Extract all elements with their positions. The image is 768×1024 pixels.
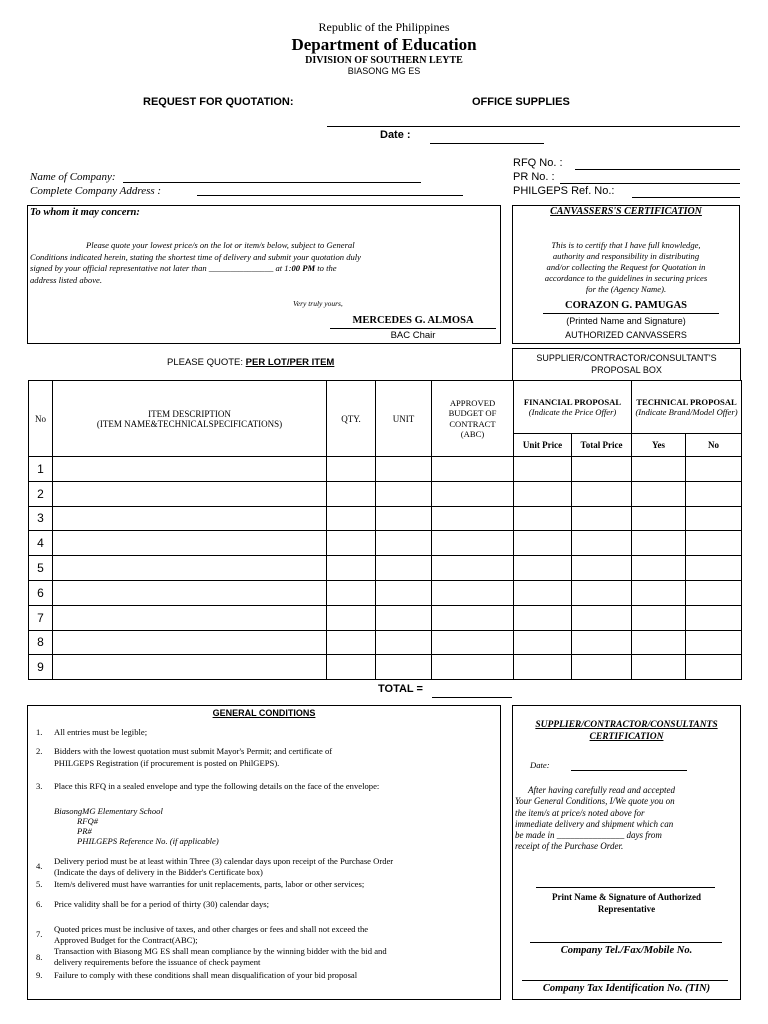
col-header-financial (514, 381, 632, 434)
cell-description[interactable] (53, 605, 327, 630)
canvasser-text (512, 240, 740, 295)
row-number: 6 (29, 580, 53, 605)
table-row (29, 655, 742, 680)
cell-qty[interactable] (327, 506, 376, 531)
rfq-no-label: RFQ No. : (513, 157, 563, 169)
condition-number: 9. (36, 970, 43, 980)
header-rule (327, 126, 740, 127)
date-field[interactable] (430, 143, 544, 144)
cell-abc[interactable] (432, 506, 514, 531)
envelope-pr: PR# (77, 826, 92, 836)
supplier-cert-title-line1: SUPPLIER/CONTRACTOR/CONSULTANTS (535, 720, 718, 730)
col-header-no-tech: No (686, 434, 742, 457)
cell-qty[interactable] (327, 457, 376, 482)
rfq-subject: OFFICE SUPPLIES (472, 96, 570, 108)
cell-abc[interactable] (432, 556, 514, 581)
supplier-date-field[interactable] (571, 770, 687, 771)
cell-yes[interactable] (632, 531, 686, 556)
cell-description[interactable] (53, 506, 327, 531)
cell-total-price[interactable] (572, 655, 632, 680)
supplier-cert-text (515, 785, 739, 853)
cell-description[interactable] (53, 655, 327, 680)
cell-no[interactable] (686, 481, 742, 506)
cell-unit-price[interactable] (514, 630, 572, 655)
cell-abc[interactable] (432, 580, 514, 605)
row-number: 7 (29, 605, 53, 630)
cell-total-price[interactable] (572, 605, 632, 630)
cell-yes[interactable] (632, 630, 686, 655)
col-header-unit: UNIT (376, 381, 432, 457)
letter-body-line: address listed above. (30, 274, 103, 285)
condition-text: Approved Budget for the Contract(ABC); (54, 935, 198, 945)
philgeps-label: PHILGEPS Ref. No.: (513, 185, 615, 197)
pr-no-field[interactable] (560, 183, 740, 184)
condition-text: Delivery period must be at least within Three (3) calendar days upon receipt of the Purchase Order (54, 856, 394, 866)
canvasser-text-line: authority and responsibility in distributing (552, 251, 700, 261)
table-row (29, 531, 742, 556)
canvasser-text-line: This is to certify that I have full knowledge, (551, 240, 701, 250)
canvasser-role: AUTHORIZED CANVASSERS (565, 330, 687, 340)
cell-unit[interactable] (376, 457, 432, 482)
canvasser-name: CORAZON G. PAMUGAS (564, 300, 687, 311)
company-tin-label: Company Tax Identification No. (TIN) (542, 983, 711, 994)
cell-abc[interactable] (432, 630, 514, 655)
table-row (29, 481, 742, 506)
envelope-school: BiasongMG Elementary School (54, 806, 163, 816)
table-row (29, 605, 742, 630)
cell-abc[interactable] (432, 457, 514, 482)
financial-title: FINANCIAL PROPOSAL (523, 397, 622, 407)
col-header-description (53, 381, 327, 457)
cell-unit[interactable] (376, 506, 432, 531)
cell-no[interactable] (686, 506, 742, 531)
philgeps-field[interactable] (632, 197, 740, 198)
supplier-cert-line: be made in _______________ days from (515, 830, 662, 841)
cell-unit-price[interactable] (514, 506, 572, 531)
supplier-cert-line: the item/s at price/s noted above for (515, 807, 645, 818)
cell-unit[interactable] (376, 630, 432, 655)
canvasser-title: CANVASSERS'S CERTIFICATION (550, 206, 702, 217)
cell-no[interactable] (686, 630, 742, 655)
cell-total-price[interactable] (572, 506, 632, 531)
cell-unit[interactable] (376, 605, 432, 630)
cell-unit-price[interactable] (514, 655, 572, 680)
items-table (28, 380, 742, 680)
cell-qty[interactable] (327, 580, 376, 605)
cell-unit[interactable] (376, 556, 432, 581)
date-label: Date : (380, 129, 411, 141)
canvasser-text-line: accordance to the guidelines in securing prices (544, 273, 708, 283)
condition-text: Transaction with Biasong MG ES shall mean compliance by the winning bidder with the bid and (54, 946, 387, 956)
quote-mode: PER LOT/PER ITEM (245, 357, 335, 368)
cell-no[interactable] (686, 605, 742, 630)
canvasser-text-line: and/or collecting the Request for Quotation in (546, 262, 706, 272)
table-row (29, 506, 742, 531)
supplier-cert-title-line2: CERTIFICATION (589, 731, 664, 742)
row-number: 1 (29, 457, 53, 482)
envelope-rfq: RFQ# (77, 816, 99, 826)
letter-body (30, 240, 498, 286)
company-name-label: Name of Company: (30, 171, 116, 183)
cell-qty[interactable] (327, 655, 376, 680)
cell-description[interactable] (53, 580, 327, 605)
col-header-qty: QTY. (327, 381, 376, 457)
company-address-field[interactable] (197, 195, 463, 196)
envelope-philgeps: PHILGEPS Reference No. (if applicable) (77, 836, 219, 846)
cell-unit-price[interactable] (514, 531, 572, 556)
row-number: 4 (29, 531, 53, 556)
condition-number: 5. (36, 879, 43, 889)
letter-body-line (30, 263, 498, 275)
condition-text: All entries must be legible; (54, 727, 148, 737)
cell-unit-price[interactable] (514, 556, 572, 581)
condition-text: (Indicate the days of delivery in the Bidder's Certificate box) (54, 867, 263, 877)
cell-no[interactable] (686, 655, 742, 680)
condition-text: Item/s delivered must have warranties for unit replacements, parts, labor or other services; (54, 879, 365, 889)
rfq-title: REQUEST FOR QUOTATION: (143, 96, 294, 108)
cell-unit[interactable] (376, 655, 432, 680)
letter-closing: Very truly yours, (293, 299, 343, 308)
supplier-sig-label-line1: Print Name & Signature of Authorized (551, 892, 702, 902)
cell-total-price[interactable] (572, 531, 632, 556)
cell-yes[interactable] (632, 556, 686, 581)
general-conditions-title: GENERAL CONDITIONS (212, 708, 316, 718)
cell-yes[interactable] (632, 457, 686, 482)
cell-unit[interactable] (376, 580, 432, 605)
cell-total-price[interactable] (572, 457, 632, 482)
company-tin-field[interactable] (522, 980, 728, 981)
cell-abc[interactable] (432, 655, 514, 680)
letter-deadline-text: signed by your official representative not later than _______________ at 1: (30, 263, 292, 273)
letter-salutation: To whom it may concern: (30, 207, 140, 218)
cell-description[interactable] (53, 556, 327, 581)
technical-title: TECHNICAL PROPOSAL (636, 397, 737, 407)
col-header-technical (632, 381, 742, 434)
cell-description[interactable] (53, 481, 327, 506)
supplier-cert-line: Your General Conditions, I/We quote you on (515, 796, 675, 807)
cell-total-price[interactable] (572, 580, 632, 605)
table-row (29, 580, 742, 605)
condition-number: 3. (36, 781, 43, 791)
cell-unit[interactable] (376, 531, 432, 556)
letter-body-line: Conditions indicated herein, stating the shortest time of delivery and submit your quotation duly (30, 251, 361, 262)
technical-subtitle: (Indicate Brand/Model Offer) (635, 407, 738, 417)
col-header-unit-price: Unit Price (514, 434, 572, 457)
cell-qty[interactable] (327, 605, 376, 630)
bac-chair-signature-line (330, 328, 496, 329)
table-row (29, 457, 742, 482)
condition-text: Price validity shall be for a period of thirty (30) calendar days; (54, 899, 270, 909)
supplier-signature-line[interactable] (536, 887, 715, 888)
row-number: 9 (29, 655, 53, 680)
supplier-date-label: Date: (530, 760, 550, 770)
condition-number: 7. (36, 929, 43, 939)
pr-no-label: PR No. : (513, 171, 555, 183)
cell-unit-price[interactable] (514, 481, 572, 506)
company-tel-label: Company Tel./Fax/Mobile No. (560, 945, 693, 956)
col-header-yes: Yes (632, 434, 686, 457)
company-tel-field[interactable] (530, 942, 722, 943)
cell-yes[interactable] (632, 580, 686, 605)
col-header-description-line2: (ITEM NAME&TECHNICALSPECIFICATIONS) (96, 418, 283, 429)
company-address-label: Complete Company Address : (30, 185, 162, 197)
condition-number: 2. (36, 746, 43, 756)
table-row (29, 556, 742, 581)
department-heading: Department of Education (291, 35, 477, 54)
cell-no[interactable] (686, 580, 742, 605)
supplier-sig-label-line2: Representative (597, 903, 656, 914)
condition-text: delivery requirements before the issuance of check payment (54, 957, 261, 967)
school-heading: BIASONG MG ES (347, 66, 421, 76)
bac-chair-title: BAC Chair (390, 330, 436, 341)
row-number: 3 (29, 506, 53, 531)
republic-heading: Republic of the Philippines (318, 20, 450, 34)
cell-description[interactable] (53, 630, 327, 655)
cell-qty[interactable] (327, 556, 376, 581)
condition-text: Place this RFQ in a sealed envelope and type the following details on the face of the envelope: (54, 781, 380, 791)
cell-qty[interactable] (327, 630, 376, 655)
cell-unit-price[interactable] (514, 457, 572, 482)
letter-deadline-time: 00 PM (291, 263, 316, 273)
condition-text: Failure to comply with these conditions shall mean disqualification of your bid proposal (54, 970, 358, 980)
cell-unit-price[interactable] (514, 580, 572, 605)
col-header-total-price: Total Price (572, 434, 632, 457)
condition-number: 8. (36, 952, 43, 962)
cell-description[interactable] (53, 531, 327, 556)
supplier-cert-line: immediate delivery and shipment which can (515, 818, 674, 829)
letter-body-line: Please quote your lowest price/s on the lot or item/s below, subject to General (86, 240, 355, 250)
rfq-no-field[interactable] (575, 169, 740, 170)
financial-subtitle: (Indicate the Price Offer) (528, 407, 617, 417)
cell-qty[interactable] (327, 481, 376, 506)
cell-abc[interactable] (432, 605, 514, 630)
condition-text: PHILGEPS Registration (if procurement is posted on PhilGEPS). (54, 758, 280, 768)
cell-yes[interactable] (632, 655, 686, 680)
row-number: 2 (29, 481, 53, 506)
cell-unit[interactable] (376, 481, 432, 506)
cell-qty[interactable] (327, 531, 376, 556)
canvasser-sig-label: (Printed Name and Signature) (566, 316, 686, 326)
please-quote-label: PLEASE QUOTE: (167, 357, 244, 368)
condition-number: 1. (36, 727, 43, 737)
supplier-cert-line: After having carefully read and accepted (528, 785, 676, 795)
cell-yes[interactable] (632, 605, 686, 630)
row-number: 8 (29, 630, 53, 655)
division-heading: DIVISION OF SOUTHERN LEYTE (305, 55, 463, 66)
company-name-field[interactable] (123, 182, 421, 183)
condition-number: 4. (36, 861, 43, 871)
supplier-cert-line: receipt of the Purchase Order. (515, 841, 624, 852)
letter-deadline-tail: to the (315, 263, 337, 273)
col-header-description-line1: ITEM DESCRIPTION (148, 408, 231, 419)
cell-no[interactable] (686, 531, 742, 556)
canvasser-text-line: for the (Agency Name). (585, 284, 667, 294)
cell-total-price[interactable] (572, 630, 632, 655)
cell-no[interactable] (686, 556, 742, 581)
canvasser-signature-line (543, 313, 719, 314)
row-number: 5 (29, 556, 53, 581)
table-row (29, 630, 742, 655)
col-header-no: No (29, 381, 53, 457)
supplier-cert-title (512, 720, 741, 743)
bac-chair-name: MERCEDES G. ALMOSA (352, 315, 474, 326)
proposal-box-title: SUPPLIER/CONTRACTOR/CONSULTANT'S PROPOSAL BOX (536, 353, 717, 375)
condition-text: Quoted prices must be inclusive of taxes, and other charges or fees and shall not exceed the (54, 924, 369, 934)
cell-total-price[interactable] (572, 481, 632, 506)
cell-no[interactable] (686, 457, 742, 482)
please-quote-line (167, 357, 334, 368)
cell-abc[interactable] (432, 531, 514, 556)
cell-yes[interactable] (632, 481, 686, 506)
condition-number: 6. (36, 899, 43, 909)
cell-unit-price[interactable] (514, 605, 572, 630)
cell-abc[interactable] (432, 481, 514, 506)
condition-text: Bidders with the lowest quotation must submit Mayor's Permit; and certificate of (54, 746, 333, 756)
cell-yes[interactable] (632, 506, 686, 531)
total-label: TOTAL = (378, 683, 423, 695)
col-header-abc: APPROVED BUDGET OF CONTRACT (ABC) (432, 381, 514, 457)
total-field[interactable] (432, 697, 512, 698)
cell-total-price[interactable] (572, 556, 632, 581)
cell-description[interactable] (53, 457, 327, 482)
supplier-sig-label (512, 892, 741, 915)
